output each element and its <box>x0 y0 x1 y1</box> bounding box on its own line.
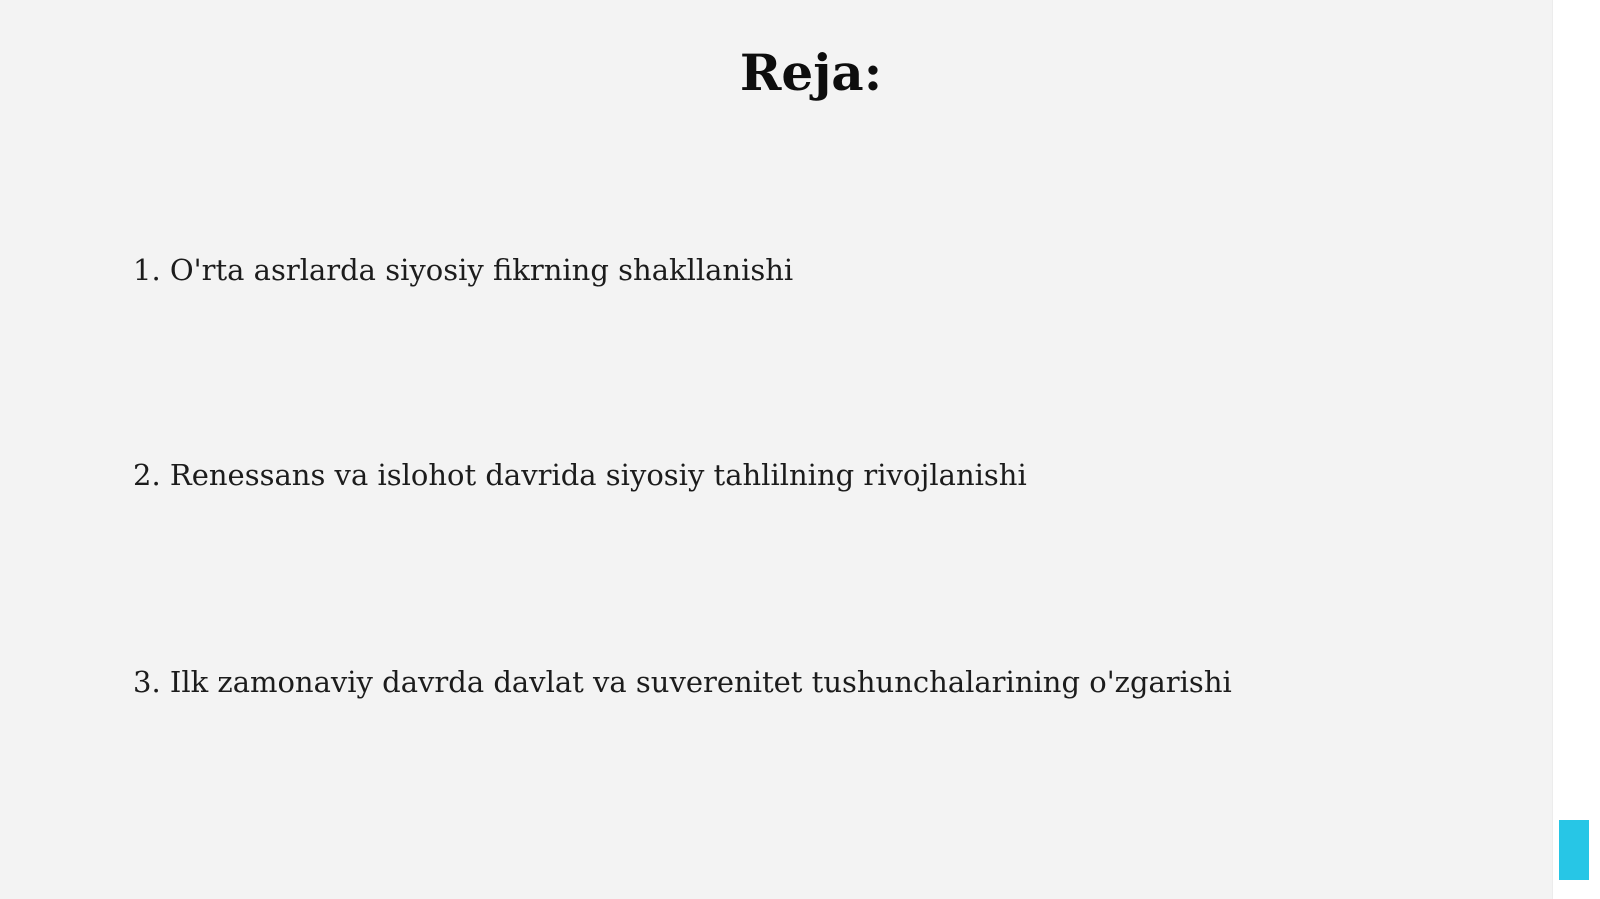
side-panel <box>1552 0 1600 899</box>
plan-item-2: 2. Renessans va islohot davrida siyosiy tahlilning rivojlanishi <box>133 458 1027 492</box>
plan-item-3: 3. Ilk zamonaviy davrda davlat va suverenitet tushunchalarining o'zgarishi <box>133 665 1232 699</box>
scrollbar-thumb[interactable] <box>1559 820 1589 880</box>
slide-title: Reja: <box>739 43 883 102</box>
plan-item-1: 1. O'rta asrlarda siyosiy fikrning shakllanishi <box>133 253 794 287</box>
